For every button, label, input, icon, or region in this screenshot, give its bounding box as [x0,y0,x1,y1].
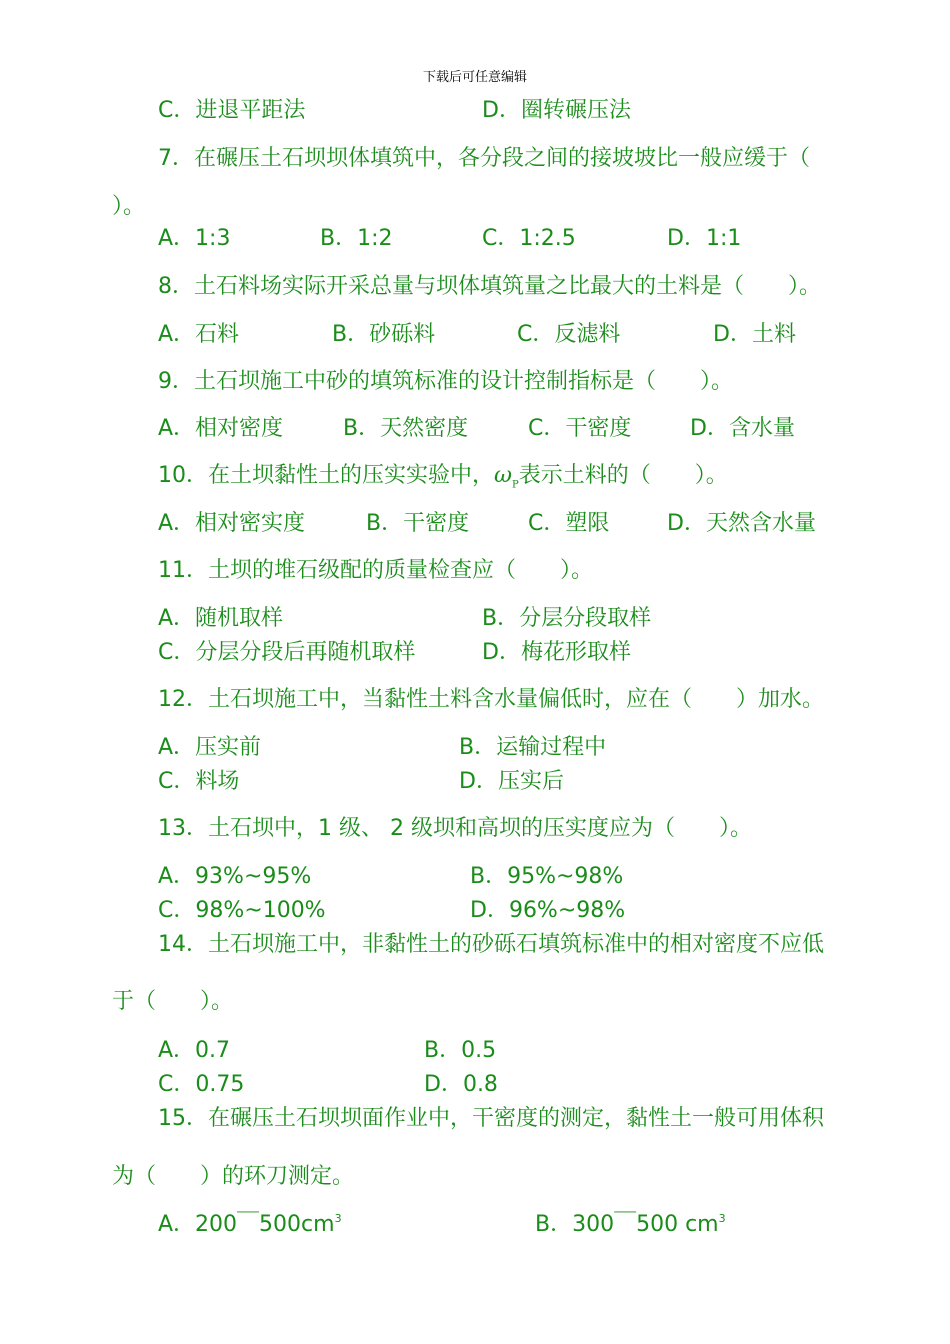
omega-p-symbol: $\omega_P$ [494,463,519,491]
q8-option-a: A．石料 [158,322,240,347]
q15-option-b: B．300￣500 $cm^3$ [535,1212,726,1237]
q7-text-line1: 7．在碾压土石坝坝体填筑中，各分段之间的接坡坡比一般应缓于（ [158,146,810,171]
q15-text-line2: 为（ ）的环刀测定。 [112,1164,355,1189]
q9-text: 9．土石坝施工中砂的填筑标准的设计控制指标是（ ）。 [158,369,733,394]
q13-option-d: D．96%~98% [470,898,626,923]
q13-text: 13．土石坝中，1 级、 2 级坝和高坝的压实度应为（ ）。 [158,816,752,841]
q12-option-d: D．压实后 [459,769,564,794]
q14-text-line1: 14．土石坝施工中，非黏性土的砂砾石填筑标准中的相对密度不应低 [158,932,824,957]
q10-option-a: A．相对密实度 [158,511,306,536]
q12-option-c: C．料场 [158,769,240,794]
q10-text-after: 表示土料的（ ）。 [518,463,728,488]
q10-text [158,462,728,499]
q7-text-line2: ）。 [112,194,146,219]
q11-text: 11．土坝的堆石级配的质量检查应（ ）。 [158,558,593,583]
q10-option-d: D．天然含水量 [667,511,816,536]
q12-text: 12．土石坝施工中，当黏性土料含水量偏低时，应在（ ）加水。 [158,687,824,712]
q9-option-d: D．含水量 [690,416,795,441]
q11-option-d: D．梅花形取样 [482,640,631,665]
q6-option-d: D．圈转碾压法 [482,98,631,123]
q8-option-d: D．土料 [713,322,796,347]
q9-option-b: B．天然密度 [343,416,469,441]
q7-option-b: B．1:2 [320,226,393,251]
q12-option-a: A．压实前 [158,735,262,760]
q10-option-c: C．塑限 [528,511,610,536]
q14-option-d: D．0.8 [424,1072,498,1097]
q15-text-line1: 15．在碾压土石坝坝面作业中，干密度的测定，黏性土一般可用体积 [158,1106,824,1131]
q11-option-c: C．分层分段后再随机取样 [158,640,416,665]
q8-text: 8．土石料场实际开采总量与坝体填筑量之比最大的土料是（ ）。 [158,274,821,299]
q14-option-a: A．0.7 [158,1038,231,1063]
q13-option-b: B．95%~98% [470,864,624,889]
q8-option-c: C．反滤料 [517,322,621,347]
page-header: 下载后可任意编辑 [422,70,527,85]
q14-option-c: C．0.75 [158,1072,245,1097]
q14-text-line2: 于（ ）。 [112,989,234,1014]
q6-option-c: C．进退平距法 [158,98,306,123]
q15-option-a: A．200￣$500cm^3$ [158,1212,342,1237]
q7-option-c: C．1:2.5 [482,226,576,251]
q13-option-a: A．93%~95% [158,864,312,889]
q9-option-a: A．相对密度 [158,416,284,441]
q7-option-a: A．1:3 [158,226,231,251]
q10-text-before: 10．在土坝黏性土的压实实验中， [158,463,494,488]
q8-option-b: B．砂砾料 [332,322,436,347]
q11-option-a: A．随机取样 [158,606,284,631]
q12-option-b: B．运输过程中 [459,735,607,760]
q7-option-d: D．1:1 [667,226,742,251]
q11-option-b: B．分层分段取样 [482,606,652,631]
q14-option-b: B．0.5 [424,1038,497,1063]
q9-option-c: C．干密度 [528,416,632,441]
q13-option-c: C．98%~100% [158,898,326,923]
q10-option-b: B．干密度 [366,511,470,536]
